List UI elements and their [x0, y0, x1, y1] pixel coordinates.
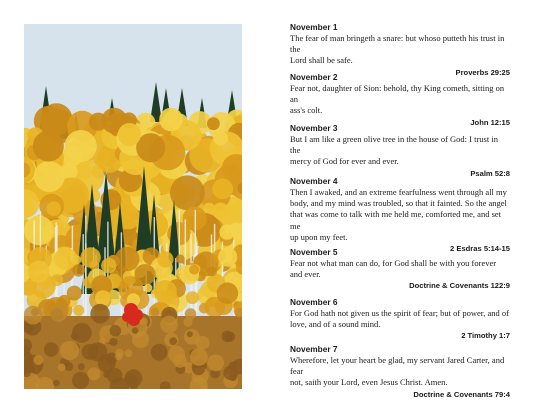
entry-date: November 4 — [290, 176, 338, 186]
aspen-foliage — [217, 282, 239, 304]
entry-line: The fear of man bringeth a snare: but whoso putteth his trust in the — [290, 33, 505, 55]
entry-text — [290, 308, 510, 330]
aspen-foliage — [135, 264, 156, 285]
entry-line: mercy of God for ever and ever. — [290, 156, 399, 167]
meadow-brush — [33, 355, 43, 365]
entry-reference: John 12:15 — [470, 117, 510, 127]
entry-line: ass's colt. — [290, 105, 323, 116]
aspen-foliage — [157, 251, 173, 267]
aspen-forest-photo — [24, 24, 242, 389]
aspen-foliage — [218, 247, 237, 266]
entry-november-7 — [290, 344, 510, 400]
meadow-brush — [88, 342, 107, 361]
entry-reference: Psalm 52:8 — [470, 168, 510, 178]
entry-november-2 — [290, 72, 510, 128]
entry-date: November 3 — [290, 123, 338, 133]
aspen-foliage — [213, 131, 228, 146]
meadow-brush — [90, 304, 110, 324]
meadow-brush — [151, 308, 160, 317]
aspen-foliage — [186, 291, 199, 304]
meadow-brush — [64, 362, 73, 371]
aspen-foliage — [176, 255, 185, 264]
meadow-brush — [151, 344, 168, 361]
meadow-brush — [115, 349, 123, 357]
meadow-brush — [60, 341, 79, 360]
aspen-foliage — [159, 108, 183, 132]
aspen-foliage — [170, 175, 205, 210]
meadow-brush — [53, 380, 60, 387]
meadow-brush — [24, 306, 42, 325]
entry-date: November 5 — [290, 247, 338, 257]
entry-line: not, saith your Lord, even Jesus Christ. Amen. — [290, 377, 448, 388]
meadow-brush — [103, 371, 110, 378]
aspen-foliage — [80, 247, 100, 267]
entry-text — [290, 355, 510, 389]
meadow-brush — [78, 363, 85, 370]
entry-line: Wherefore, let your heart be glad, my servant Jared Carter, and fear — [290, 355, 505, 377]
meadow-brush — [184, 329, 200, 345]
entry-reference: Proverbs 29:25 — [455, 67, 510, 77]
meadow-brush — [183, 317, 192, 326]
entry-november-3 — [290, 123, 510, 179]
aspen-foliage — [72, 264, 85, 277]
meadow-brush — [169, 337, 177, 345]
entry-reference: Doctrine & Covenants 79:4 — [413, 389, 510, 399]
meadow-brush — [187, 331, 193, 337]
aspen-foliage — [24, 216, 54, 246]
aspen-foliage — [154, 280, 177, 303]
entry-line: that was come to talk with me held me, comforted me, and set me — [290, 209, 502, 231]
entry-reference: Doctrine & Covenants 122:9 — [409, 281, 510, 291]
meadow-brush — [173, 354, 187, 368]
aspen-foliage — [46, 201, 61, 216]
meadow-brush — [207, 354, 224, 371]
entry-text — [290, 134, 510, 168]
meadow-brush — [87, 367, 100, 380]
entry-text — [290, 187, 510, 243]
aspen-foliage — [34, 161, 65, 192]
entry-november-6 — [290, 297, 510, 341]
aspen-foliage — [95, 290, 111, 306]
meadow-brush — [160, 316, 178, 334]
entry-line: body, and my mind was troubled, so that it fainted. So the angel — [290, 198, 507, 209]
aspen-foliage — [207, 266, 217, 276]
red-shrub — [128, 314, 140, 326]
meadow-brush — [125, 349, 133, 357]
meadow-brush — [110, 325, 122, 337]
aspen-foliage — [101, 258, 116, 273]
entry-november-4 — [290, 176, 510, 254]
meadow-brush — [72, 323, 92, 343]
meadow-brush — [109, 338, 117, 346]
meadow-brush — [222, 331, 234, 343]
aspen-foliage — [73, 305, 84, 316]
aspen-foliage — [33, 131, 64, 162]
entry-date: November 6 — [290, 297, 338, 307]
entry-text — [290, 83, 510, 117]
meadow-brush — [58, 364, 66, 372]
aspen-foliage — [212, 178, 233, 199]
entry-date: November 1 — [290, 22, 338, 32]
entry-date: November 2 — [290, 72, 338, 82]
aspen-foliage — [54, 247, 77, 270]
aspen-foliage — [213, 203, 228, 218]
meadow-brush — [190, 348, 208, 366]
entry-line: Fear not what man can do, for God shall be with you forever — [290, 258, 497, 268]
entry-reference: 2 Esdras 5:14-15 — [450, 244, 510, 254]
meadow-brush — [223, 366, 238, 381]
entry-text — [290, 258, 510, 280]
aspen-foliage — [65, 130, 97, 162]
entry-text — [290, 33, 510, 67]
aspen-foliage — [199, 303, 210, 314]
meadow-brush — [72, 372, 89, 389]
meadow-brush — [132, 327, 139, 334]
entry-date: November 7 — [290, 344, 338, 354]
entry-line: up upon my feet. — [290, 231, 348, 242]
aspen-foliage — [144, 284, 152, 292]
aspen-forest-illustration — [24, 24, 242, 389]
meadow-brush — [50, 305, 67, 322]
aspen-foliage — [115, 247, 139, 271]
entry-line: Fear not, daughter of Sion: behold, thy King cometh, sitting on an — [290, 83, 505, 105]
aspen-foliage — [118, 123, 141, 146]
aspen-foliage — [189, 265, 199, 275]
entry-line: But I am like a green olive tree in the house of God: I trust in the — [290, 134, 498, 156]
entry-reference: 2 Timothy 1:7 — [461, 331, 510, 341]
entry-line: and ever. — [290, 269, 321, 280]
entry-line: love, and of a sound mind. — [290, 319, 381, 330]
entry-line: For God hath not given us the spirit of fear; but of power, and of — [290, 308, 509, 318]
aspen-foliage — [28, 261, 50, 283]
entry-line: Then I awaked, and an extreme fearfulness went through all my — [290, 187, 507, 197]
aspen-foliage — [219, 224, 234, 239]
meadow-brush — [44, 342, 59, 357]
entry-november-1 — [290, 22, 510, 78]
aspen-foliage — [207, 117, 220, 130]
entry-line: Lord shall be safe. — [290, 55, 353, 66]
entry-november-5 — [290, 247, 510, 291]
